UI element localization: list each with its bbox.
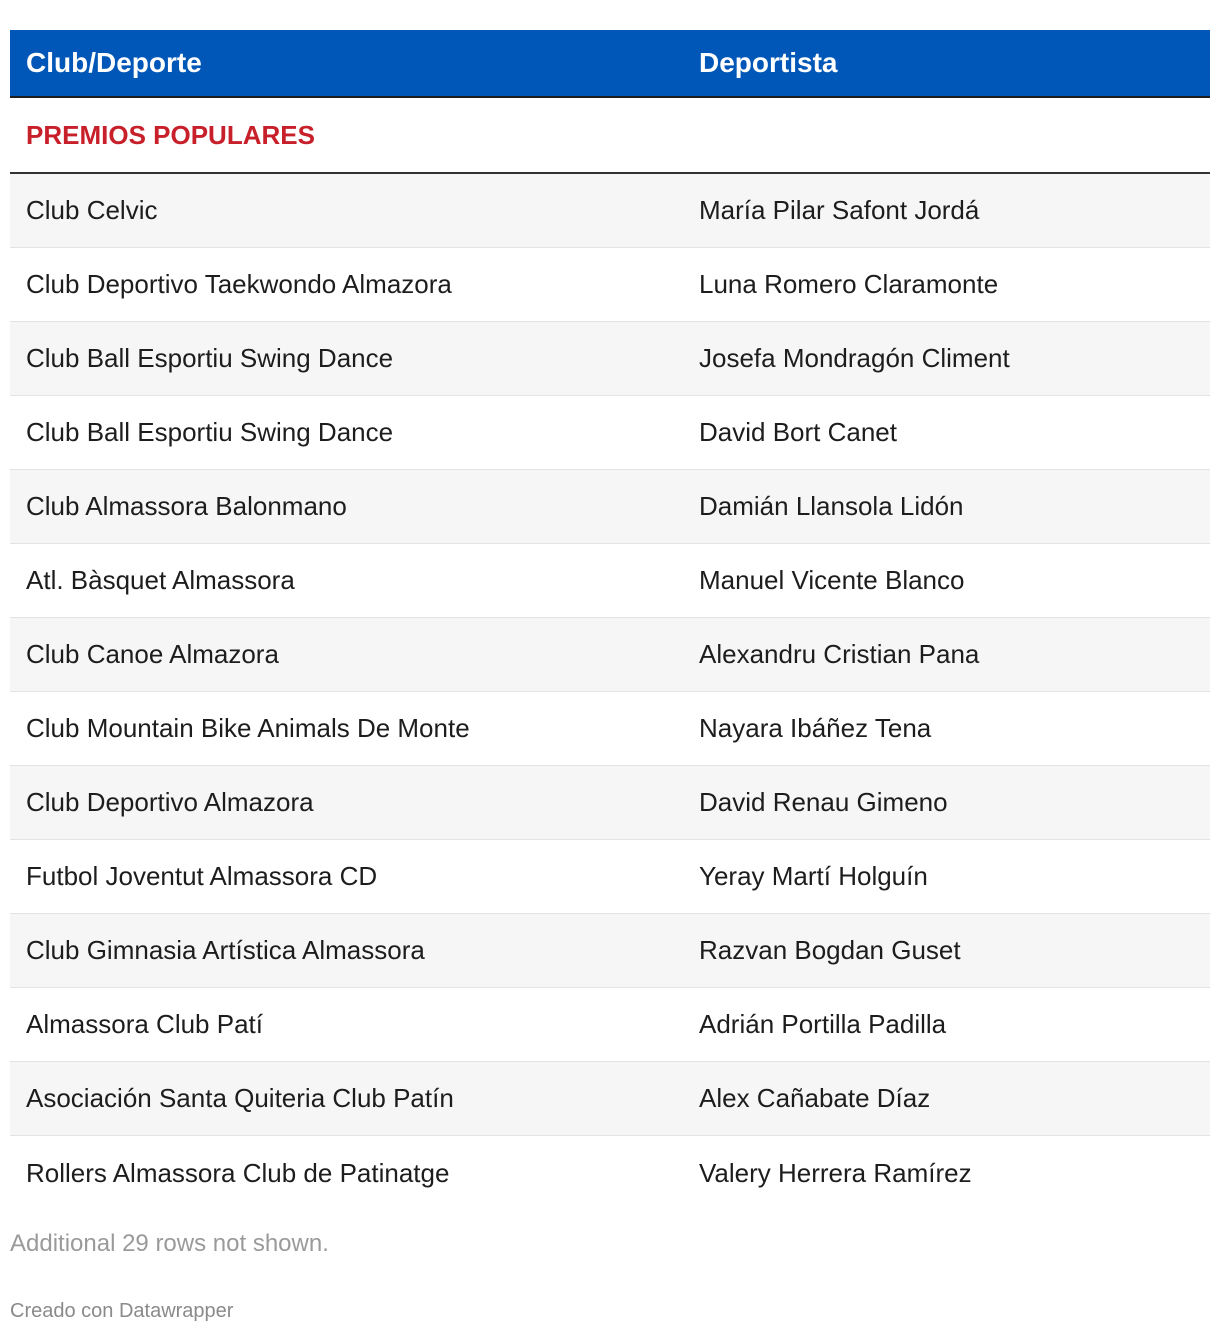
table-row [10,248,1210,322]
table-row [10,470,1210,544]
athlete-cell: Alex Cañabate Díaz [699,1083,931,1113]
table-row [10,322,1210,396]
athlete-cell: Luna Romero Claramonte [699,269,999,299]
section-row [10,98,1210,174]
club-cell: Club Gimnasia Artística Almassora [26,935,425,965]
column-header-deportista[interactable]: Deportista [699,47,838,78]
table-row [10,1136,1210,1210]
club-cell: Club Mountain Bike Animals De Monte [26,713,470,743]
table-row [10,692,1210,766]
athlete-cell: Yeray Martí Holguín [699,861,928,891]
club-cell: Club Deportivo Taekwondo Almazora [26,269,452,299]
athlete-cell: Razvan Bogdan Guset [699,935,961,965]
club-cell: Club Celvic [26,195,158,225]
table-row [10,174,1210,248]
column-header-club[interactable]: Club/Deporte [26,47,202,78]
club-cell: Almassora Club Patí [26,1009,263,1039]
table-row [10,840,1210,914]
club-cell: Club Ball Esportiu Swing Dance [26,417,394,447]
athlete-cell: Manuel Vicente Blanco [699,565,965,595]
club-cell: Futbol Joventut Almassora CD [26,861,378,891]
club-cell: Club Ball Esportiu Swing Dance [26,343,394,373]
athlete-cell: David Bort Canet [699,417,897,447]
athlete-cell: María Pilar Safont Jordá [699,195,980,225]
athlete-cell: Valery Herrera Ramírez [699,1157,972,1188]
club-cell: Club Almassora Balonmano [26,491,347,521]
club-cell: Club Deportivo Almazora [26,787,314,817]
athlete-cell: Adrián Portilla Padilla [699,1009,947,1039]
credit-text: Creado con Datawrapper [10,1300,234,1322]
club-cell: Club Canoe Almazora [26,639,279,669]
athlete-cell: Nayara Ibáñez Tena [699,713,932,743]
table-row [10,914,1210,988]
athlete-cell: Damián Llansola Lidón [699,491,964,521]
table-body [10,174,1210,1210]
table-row [10,396,1210,470]
athlete-cell: Josefa Mondragón Climent [699,343,1010,373]
athlete-cell: Alexandru Cristian Pana [699,639,980,669]
club-cell: Rollers Almassora Club de Patinatge [26,1157,450,1188]
table-notes: Additional 29 rows not shown. [10,1230,329,1257]
table-row [10,1062,1210,1136]
table-row [10,618,1210,692]
section-label: PREMIOS POPULARES [26,119,315,150]
athlete-cell: David Renau Gimeno [699,787,948,817]
club-cell: Atl. Bàsquet Almassora [26,565,295,595]
table-row [10,988,1210,1062]
club-cell: Asociación Santa Quiteria Club Patín [26,1083,454,1113]
data-table [10,30,1210,1210]
table-header [10,30,1210,98]
table-row [10,766,1210,840]
table-row [10,544,1210,618]
